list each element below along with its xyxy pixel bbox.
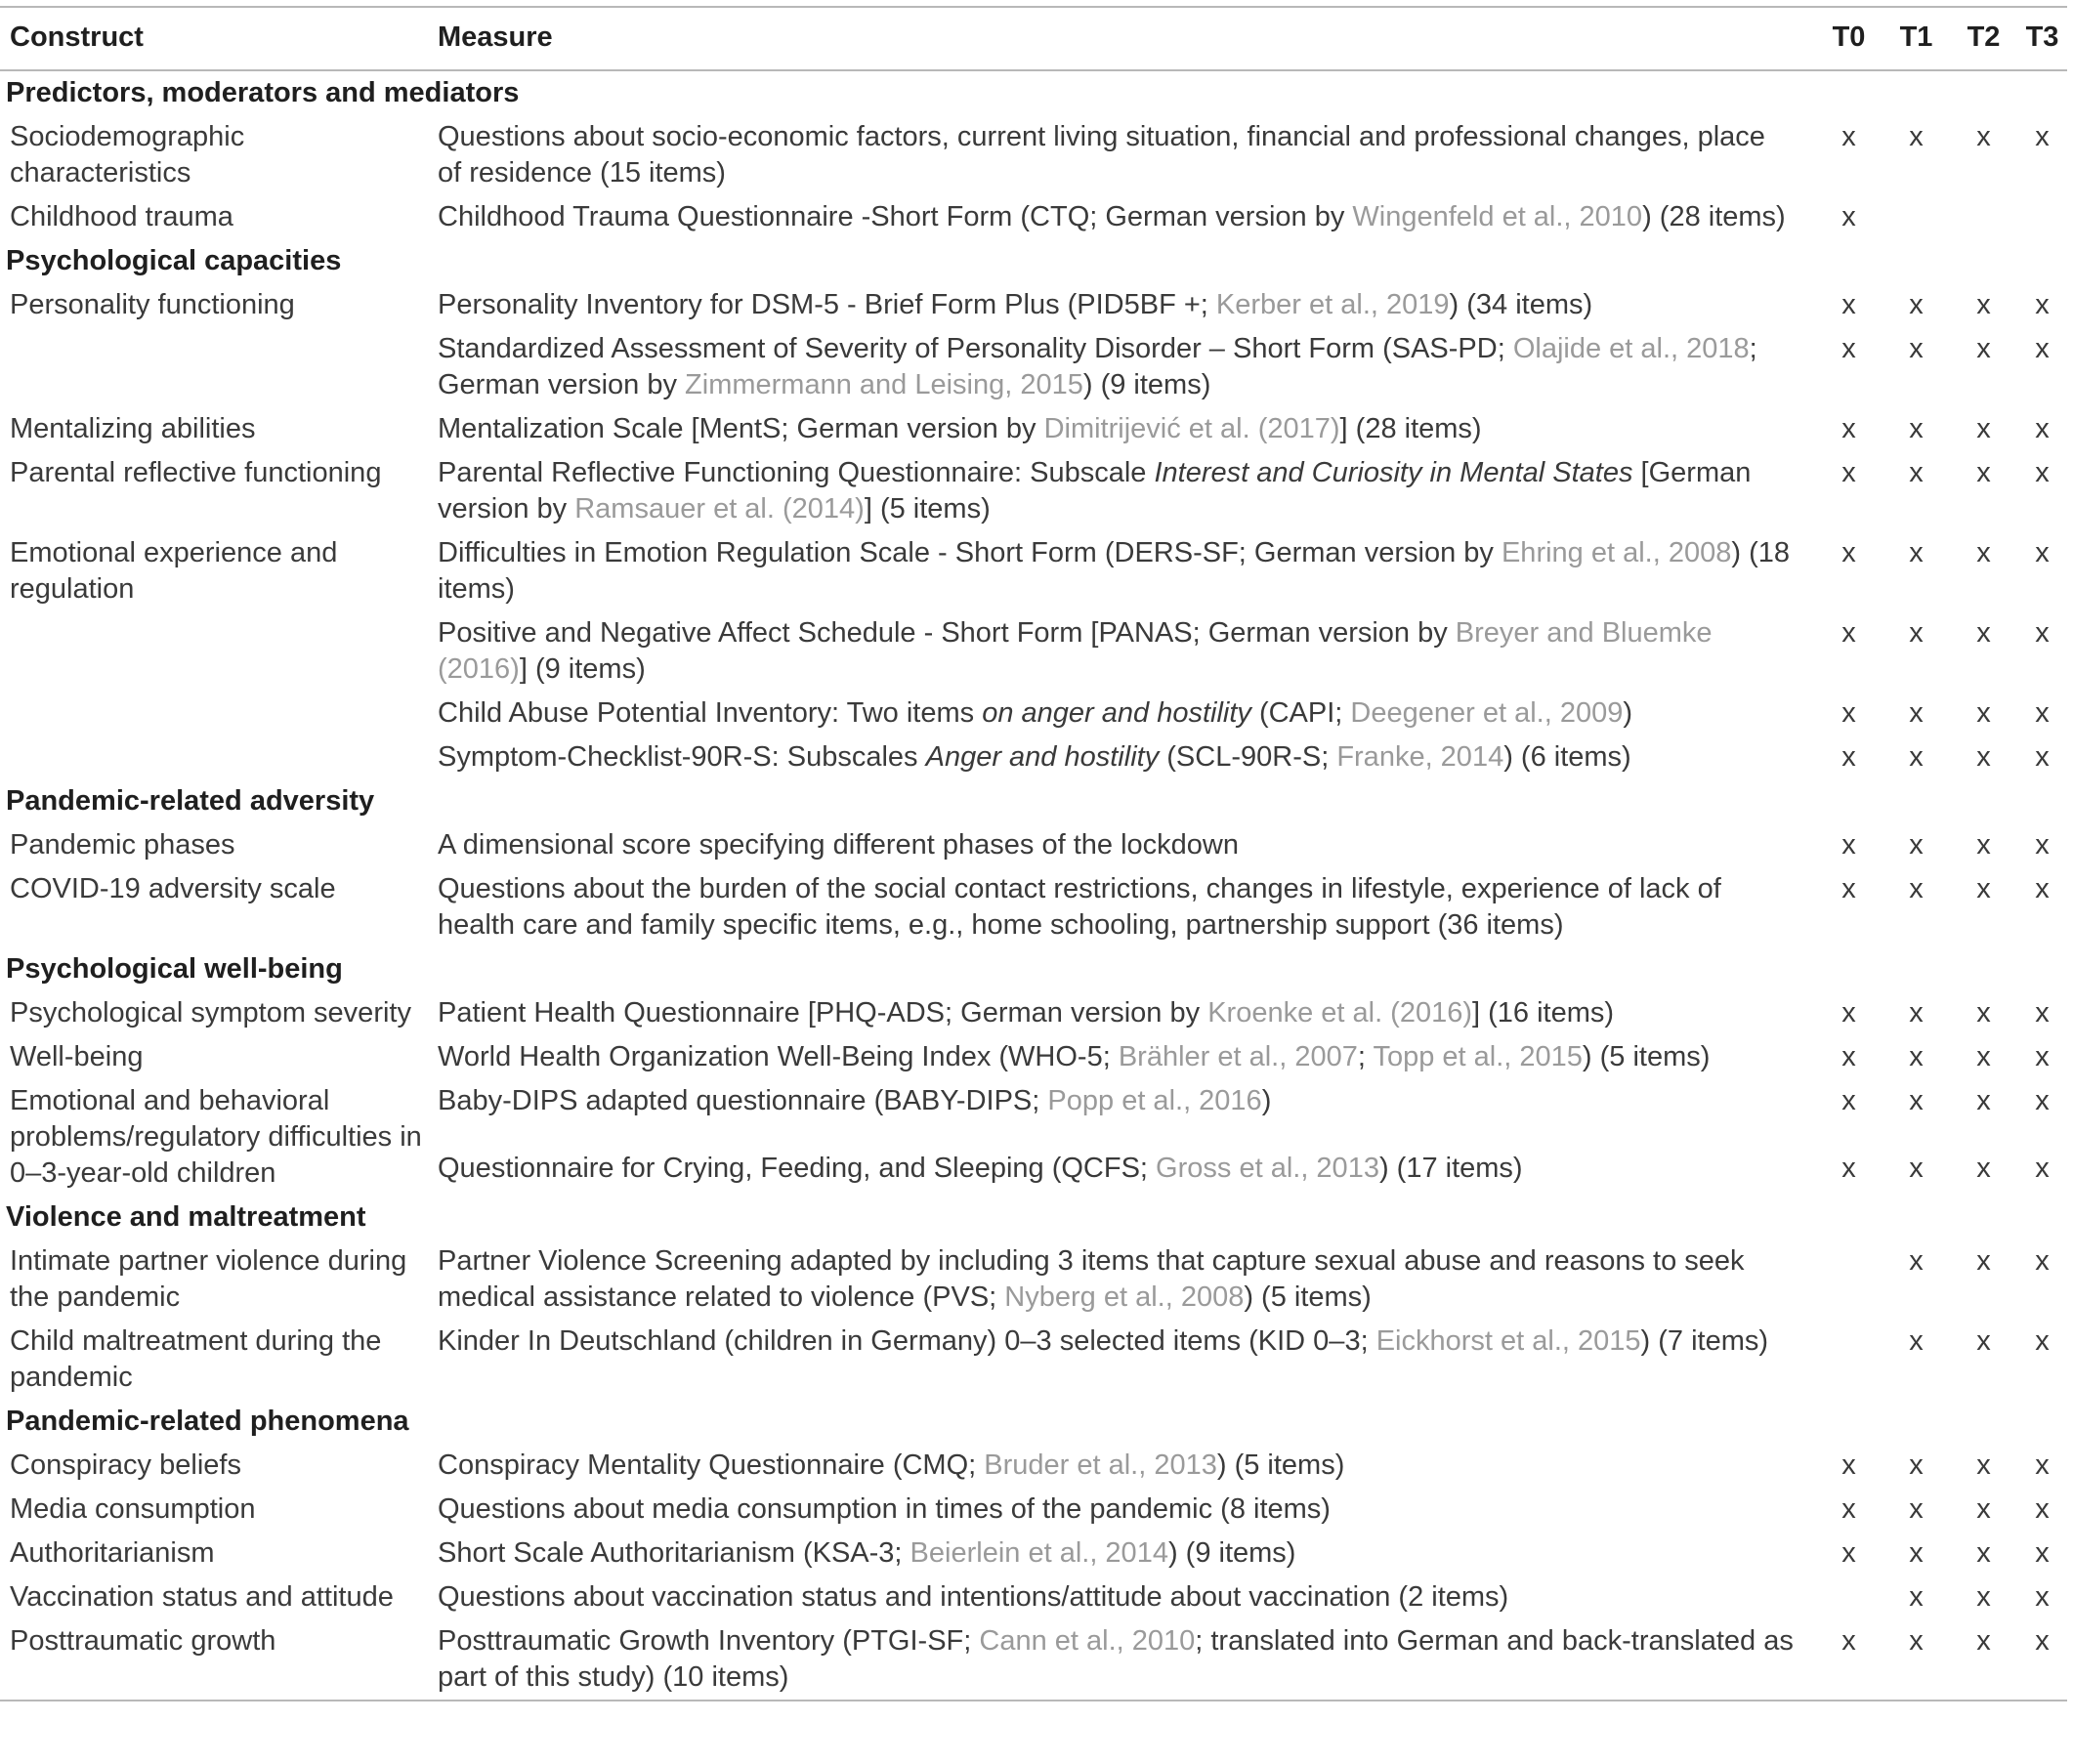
citation-text: Kerber et al., 2019 — [1215, 289, 1450, 320]
measure-text: ) (17 items) — [1378, 1152, 1523, 1184]
italic-text: Interest and Curiosity in Mental States — [1154, 457, 1633, 488]
measure-text: Patient Health Questionnaire [PHQ-ADS; German version by — [438, 997, 1208, 1029]
measure-text: World Health Organization Well-Being Index (WHO-5; — [438, 1041, 1119, 1072]
table-row — [0, 1320, 2067, 1400]
section-title: Psychological capacities — [6, 245, 342, 276]
measure-cell — [428, 823, 1815, 867]
mark-t0: x — [1841, 457, 1856, 488]
citation-text: Popp et al., 2016 — [1047, 1085, 1262, 1116]
mark-t0: x — [1841, 997, 1856, 1029]
measure-cell — [428, 611, 1815, 692]
measure-text: ; German version by — [438, 333, 1757, 400]
mark-t1: x — [1909, 121, 1924, 152]
mark-t1: x — [1909, 1493, 1924, 1525]
section-title: Violence and maltreatment — [6, 1201, 366, 1233]
measure-text: (CAPI; — [1250, 697, 1351, 729]
construct-cell: Emotional and behavioral problems/regulatory difficulties in 0–3-year-old children — [10, 1085, 422, 1189]
section-row — [0, 1400, 2067, 1444]
citation-text: Olajide et al., 2018 — [1512, 333, 1750, 364]
mark-t0: x — [1841, 333, 1856, 364]
construct-cell: Conspiracy beliefs — [10, 1449, 241, 1481]
table-row — [0, 451, 2067, 531]
mark-t3: x — [2035, 333, 2050, 364]
section-title: Pandemic-related phenomena — [6, 1406, 409, 1437]
mark-t1: x — [1909, 829, 1924, 861]
table-row — [0, 1488, 2067, 1532]
mark-t3: x — [2035, 413, 2050, 444]
measure-text: Short Scale Authoritarianism (KSA-3; — [438, 1537, 910, 1569]
mark-t0: x — [1841, 413, 1856, 444]
mark-t3: x — [2035, 873, 2050, 904]
measure-text: Questions about vaccination status and intentions/attitude about vaccination (2 items) — [438, 1581, 1509, 1613]
construct-cell: Well-being — [10, 1041, 144, 1072]
table-row — [0, 735, 2067, 779]
mark-t1: x — [1909, 537, 1924, 568]
header-t2: T2 — [1950, 7, 2017, 70]
mark-t0 — [1815, 1239, 1883, 1320]
mark-t1: x — [1909, 1041, 1924, 1072]
measure-text: A dimensional score specifying different phases of the lockdown — [438, 829, 1240, 861]
mark-t1: x — [1909, 1581, 1924, 1613]
mark-t2: x — [1976, 1449, 1991, 1481]
mark-t2: x — [1976, 697, 1991, 729]
construct-cell: Vaccination status and attitude — [10, 1581, 394, 1613]
mark-t3: x — [2035, 617, 2050, 649]
mark-t0: x — [1841, 1493, 1856, 1525]
measure-cell — [428, 991, 1815, 1035]
mark-t3: x — [2035, 1245, 2050, 1277]
measure-text: ) (5 items) — [1216, 1449, 1345, 1481]
construct-cell: Mentalizing abilities — [10, 413, 256, 444]
section-row — [0, 779, 2067, 823]
mark-t2: x — [1976, 1581, 1991, 1613]
mark-t1: x — [1909, 333, 1924, 364]
measure-cell — [428, 407, 1815, 451]
mark-t0: x — [1841, 289, 1856, 320]
measure-cell — [428, 451, 1815, 531]
mark-t0: x — [1841, 829, 1856, 861]
citation-text: Deegener et al., 2009 — [1350, 697, 1624, 729]
table-row — [0, 115, 2067, 195]
measure-cell — [428, 1079, 1815, 1127]
measure-cell — [428, 867, 1815, 947]
table-row — [0, 867, 2067, 947]
measure-cell — [428, 1320, 1815, 1400]
measure-cell — [428, 1575, 1815, 1619]
citation-text: Brähler et al., 2007 — [1118, 1041, 1358, 1072]
construct-cell — [0, 327, 428, 407]
table-row — [0, 1239, 2067, 1320]
mark-t2: x — [1976, 1537, 1991, 1569]
measure-text: Parental Reflective Functioning Questionnaire: Subscale — [438, 457, 1155, 488]
table-body — [0, 70, 2067, 1701]
measure-text: (SCL-90R-S; — [1159, 741, 1337, 773]
mark-t1: x — [1909, 1325, 1924, 1357]
mark-t2: x — [1976, 873, 1991, 904]
mark-t3: x — [2035, 741, 2050, 773]
measure-text: ; — [1357, 1041, 1374, 1072]
measure-text: Baby-DIPS adapted questionnaire (BABY-DIPS; — [438, 1085, 1048, 1116]
header-construct: Construct — [0, 7, 428, 70]
mark-t2: x — [1976, 121, 1991, 152]
construct-cell: Personality functioning — [10, 289, 295, 320]
measure-text: Childhood Trauma Questionnaire -Short Form (CTQ; German version by — [438, 201, 1353, 232]
mark-t1: x — [1909, 1085, 1924, 1116]
construct-cell: Child maltreatment during the pandemic — [10, 1325, 382, 1393]
citation-text: Cann et al., 2010 — [979, 1625, 1196, 1657]
mark-t2: x — [1976, 997, 1991, 1029]
measure-cell — [428, 1239, 1815, 1320]
table-row — [0, 1532, 2067, 1575]
construct-cell: Childhood trauma — [10, 201, 233, 232]
header-t0: T0 — [1815, 7, 1883, 70]
mark-t3: x — [2035, 1041, 2050, 1072]
measure-cell — [428, 692, 1815, 735]
table-row — [0, 283, 2067, 327]
table-row — [0, 991, 2067, 1035]
mark-t2 — [1950, 195, 2017, 239]
measure-text: Standardized Assessment of Severity of Personality Disorder – Short Form (SAS-PD; — [438, 333, 1513, 364]
mark-t3: x — [2035, 1581, 2050, 1613]
mark-t3: x — [2035, 289, 2050, 320]
header-measure: Measure — [428, 7, 1815, 70]
measure-text: ) (5 items) — [1582, 1041, 1711, 1072]
mark-t0: x — [1841, 1537, 1856, 1569]
construct-cell: COVID-19 adversity scale — [10, 873, 336, 904]
mark-t0: x — [1841, 1152, 1856, 1184]
citation-text: Eickhorst et al., 2015 — [1375, 1325, 1641, 1357]
measure-text: ) (28 items) — [1642, 201, 1786, 232]
mark-t3: x — [2035, 697, 2050, 729]
citation-text: Franke, 2014 — [1336, 741, 1504, 773]
measure-text: Questions about socio-economic factors, current living situation, financial and professional changes, place of residence (15 items) — [438, 121, 1765, 189]
mark-t0: x — [1841, 697, 1856, 729]
table-row — [0, 823, 2067, 867]
mark-t3: x — [2035, 1449, 2050, 1481]
measure-cell — [428, 115, 1815, 195]
mark-t3 — [2017, 195, 2067, 239]
measure-text: ] (5 items) — [864, 493, 991, 525]
construct-cell: Posttraumatic growth — [10, 1625, 276, 1657]
table-row — [0, 1079, 2067, 1127]
construct-cell: Sociodemographic characteristics — [10, 121, 245, 189]
citation-text: Kroenke et al. (2016) — [1207, 997, 1473, 1029]
citation-text: Bruder et al., 2013 — [984, 1449, 1217, 1481]
mark-t0: x — [1841, 1041, 1856, 1072]
construct-cell: Intimate partner violence during the pandemic — [10, 1245, 407, 1313]
measure-text: ) — [1623, 697, 1633, 729]
measure-text: [German version by — [438, 457, 1752, 525]
mark-t0: x — [1841, 1449, 1856, 1481]
mark-t0 — [1815, 1320, 1883, 1400]
measure-text: Conspiracy Mentality Questionnaire (CMQ; — [438, 1449, 985, 1481]
mark-t0: x — [1841, 741, 1856, 773]
section-row — [0, 70, 2067, 115]
mark-t2: x — [1976, 1085, 1991, 1116]
mark-t2: x — [1976, 1325, 1991, 1357]
mark-t2: x — [1976, 1625, 1991, 1657]
citation-text: Gross et al., 2013 — [1156, 1152, 1379, 1184]
section-title: Psychological well-being — [6, 953, 343, 985]
mark-t1: x — [1909, 1449, 1924, 1481]
construct-cell — [0, 611, 428, 692]
measure-cell — [428, 1488, 1815, 1532]
construct-cell: Parental reflective functioning — [10, 457, 382, 488]
citation-text: Breyer and Bluemke (2016) — [438, 617, 1713, 685]
table-row — [0, 1444, 2067, 1488]
citation-text: Nyberg et al., 2008 — [1004, 1281, 1245, 1313]
mark-t1: x — [1909, 697, 1924, 729]
mark-t3: x — [2035, 1325, 2050, 1357]
construct-cell: Authoritarianism — [10, 1537, 215, 1569]
construct-cell: Psychological symptom severity — [10, 997, 411, 1029]
measure-text: Kinder In Deutschland (children in Germany) 0–3 selected items (KID 0–3; — [438, 1325, 1376, 1357]
mark-t0 — [1815, 1575, 1883, 1619]
mark-t1: x — [1909, 289, 1924, 320]
italic-text: on anger and hostility — [982, 697, 1251, 729]
table-row — [0, 327, 2067, 407]
mark-t2: x — [1976, 741, 1991, 773]
construct-cell — [0, 735, 428, 779]
measure-text: ) (18 items) — [438, 537, 1790, 605]
mark-t3: x — [2035, 997, 2050, 1029]
measure-text: ) — [1261, 1085, 1272, 1116]
mark-t2: x — [1976, 333, 1991, 364]
mark-t0: x — [1841, 1625, 1856, 1657]
construct-cell: Media consumption — [10, 1493, 256, 1525]
measure-text: Difficulties in Emotion Regulation Scale - Short Form (DERS-SF; German version by — [438, 537, 1502, 568]
mark-t2: x — [1976, 1245, 1991, 1277]
measure-text: ) (9 items) — [1167, 1537, 1296, 1569]
header-row — [0, 7, 2067, 70]
mark-t3: x — [2035, 457, 2050, 488]
measure-text: Symptom-Checklist-90R-S: Subscales — [438, 741, 926, 773]
measure-cell — [428, 195, 1815, 239]
mark-t1: x — [1909, 873, 1924, 904]
mark-t1 — [1883, 195, 1950, 239]
mark-t2: x — [1976, 537, 1991, 568]
measure-text: Questions about media consumption in times of the pandemic (8 items) — [438, 1493, 1331, 1525]
header-t3: T3 — [2017, 7, 2067, 70]
measure-cell — [428, 1619, 1815, 1701]
citation-text: Ehring et al., 2008 — [1501, 537, 1732, 568]
citation-text: Zimmermann and Leising, 2015 — [685, 369, 1083, 400]
construct-cell — [0, 692, 428, 735]
mark-t1: x — [1909, 413, 1924, 444]
table-row — [0, 1035, 2067, 1079]
mark-t3: x — [2035, 1085, 2050, 1116]
mark-t0: x — [1841, 1085, 1856, 1116]
table-row — [0, 611, 2067, 692]
mark-t1: x — [1909, 1152, 1924, 1184]
mark-t3: x — [2035, 1625, 2050, 1657]
italic-text: Anger and hostility — [925, 741, 1160, 773]
measure-cell — [428, 1532, 1815, 1575]
mark-t2: x — [1976, 1493, 1991, 1525]
citation-text: Dimitrijević et al. (2017) — [1043, 413, 1340, 444]
mark-t3: x — [2035, 1537, 2050, 1569]
measure-cell — [428, 327, 1815, 407]
citation-text: Ramsauer et al. (2014) — [574, 493, 865, 525]
table-row — [0, 1575, 2067, 1619]
construct-cell: Emotional experience and regulation — [10, 537, 338, 605]
section-title: Pandemic-related adversity — [6, 785, 375, 817]
measure-text: ] (16 items) — [1472, 997, 1615, 1029]
table-row — [0, 407, 2067, 451]
mark-t1: x — [1909, 457, 1924, 488]
construct-cell: Pandemic phases — [10, 829, 235, 861]
mark-t2: x — [1976, 413, 1991, 444]
measure-text: Personality Inventory for DSM-5 - Brief Form Plus (PID5BF +; — [438, 289, 1216, 320]
mark-t1: x — [1909, 741, 1924, 773]
header-t1: T1 — [1883, 7, 1950, 70]
measure-text: Partner Violence Screening adapted by including 3 items that capture sexual abuse and reasons to seek medical assistance related to violence (PVS; — [438, 1245, 1745, 1313]
measure-text: Questions about the burden of the social contact restrictions, changes in lifestyle, experience of lack of health care and family specific items, e.g., home schooling, partnership support (36 items) — [438, 873, 1721, 941]
measures-table — [0, 6, 2067, 1701]
measure-text: ) (6 items) — [1503, 741, 1631, 773]
mark-t3: x — [2035, 1493, 2050, 1525]
measure-cell — [428, 531, 1815, 611]
mark-t1: x — [1909, 617, 1924, 649]
mark-t2: x — [1976, 1041, 1991, 1072]
section-row — [0, 947, 2067, 991]
mark-t3: x — [2035, 829, 2050, 861]
section-title: Predictors, moderators and mediators — [6, 77, 520, 108]
section-row — [0, 239, 2067, 283]
table-row — [0, 531, 2067, 611]
mark-t1: x — [1909, 1245, 1924, 1277]
measure-text: Questionnaire for Crying, Feeding, and Sleeping (QCFS; — [438, 1152, 1157, 1184]
mark-t2: x — [1976, 617, 1991, 649]
mark-t2: x — [1976, 1152, 1991, 1184]
measure-text: ] (9 items) — [519, 653, 646, 685]
mark-t3: x — [2035, 121, 2050, 152]
table-row — [0, 1619, 2067, 1701]
citation-text: Topp et al., 2015 — [1373, 1041, 1583, 1072]
citation-text: Wingenfeld et al., 2010 — [1352, 201, 1643, 232]
mark-t0: x — [1841, 617, 1856, 649]
mark-t3: x — [2035, 1152, 2050, 1184]
mark-t2: x — [1976, 829, 1991, 861]
mark-t1: x — [1909, 1537, 1924, 1569]
measure-text: Child Abuse Potential Inventory: Two items — [438, 697, 983, 729]
measure-cell — [428, 1127, 1815, 1196]
mark-t2: x — [1976, 457, 1991, 488]
mark-t0: x — [1841, 537, 1856, 568]
section-row — [0, 1196, 2067, 1239]
mark-t1: x — [1909, 1625, 1924, 1657]
measure-text: ) (34 items) — [1449, 289, 1593, 320]
table-row — [0, 692, 2067, 735]
measure-cell — [428, 735, 1815, 779]
citation-text: Beierlein et al., 2014 — [910, 1537, 1168, 1569]
measure-text: Mentalization Scale [MentS; German version by — [438, 413, 1044, 444]
mark-t0: x — [1841, 873, 1856, 904]
mark-t1: x — [1909, 997, 1924, 1029]
mark-t3: x — [2035, 537, 2050, 568]
mark-t0: x — [1841, 201, 1856, 232]
table-header — [0, 7, 2067, 70]
table-row — [0, 195, 2067, 239]
mark-t2: x — [1976, 289, 1991, 320]
measure-text: ) (5 items) — [1244, 1281, 1372, 1313]
mark-t0: x — [1841, 121, 1856, 152]
measure-text: ) (9 items) — [1082, 369, 1211, 400]
measure-text: ] (28 items) — [1339, 413, 1482, 444]
measure-cell — [428, 1444, 1815, 1488]
measure-text: ) (7 items) — [1640, 1325, 1769, 1357]
measure-cell — [428, 283, 1815, 327]
measure-text: ; translated into German and back-translated as part of this study) (10 items) — [438, 1625, 1794, 1693]
measure-cell — [428, 1035, 1815, 1079]
measure-text: Posttraumatic Growth Inventory (PTGI-SF; — [438, 1625, 980, 1657]
measure-text: Positive and Negative Affect Schedule - Short Form [PANAS; German version by — [438, 617, 1456, 649]
